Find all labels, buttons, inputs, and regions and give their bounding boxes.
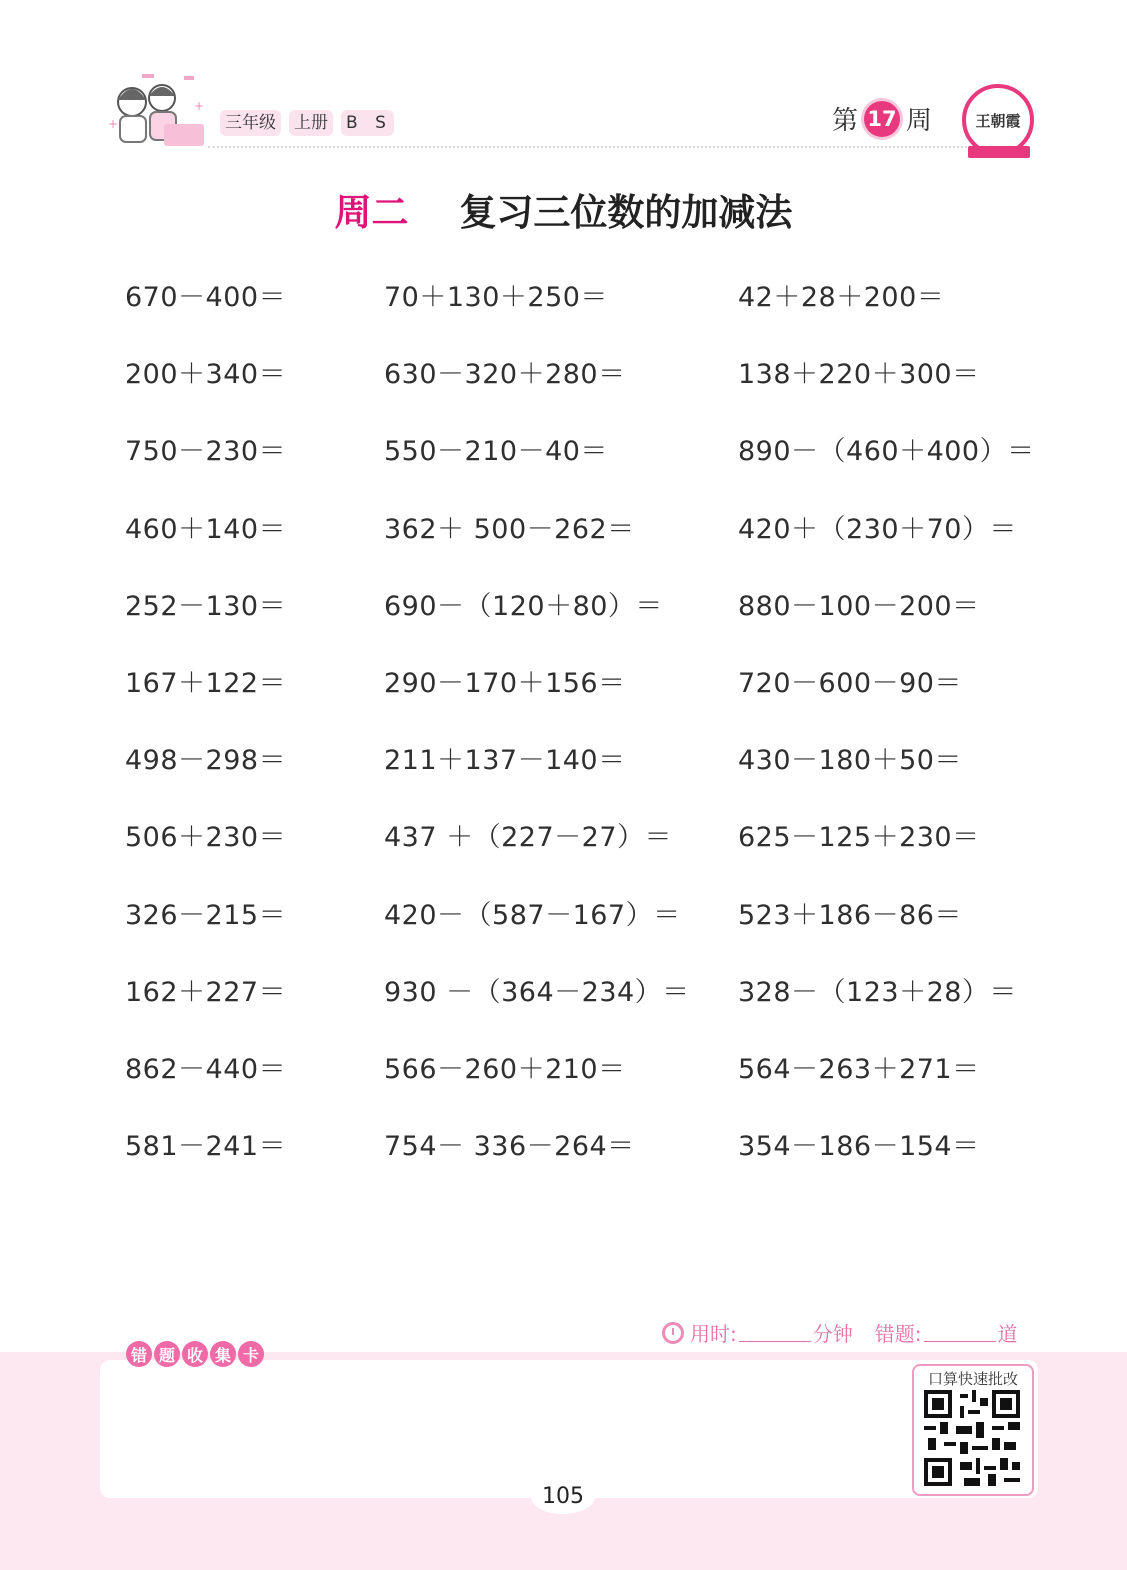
grade-tags xyxy=(220,110,394,136)
time-blank xyxy=(739,1323,811,1342)
title-topic: 复习三位数的加减法 xyxy=(459,191,793,234)
problem-item: 625－125＋230＝ xyxy=(738,822,980,854)
problem-item: 720－600－90＝ xyxy=(738,667,962,699)
errors-label: 错题: xyxy=(874,1322,922,1346)
qr-code-icon[interactable] xyxy=(924,1390,1020,1486)
qr-block xyxy=(912,1364,1034,1496)
time-and-errors-row xyxy=(662,1318,1018,1347)
page-title xyxy=(0,182,1127,236)
problem-column-3 xyxy=(738,280,1035,1206)
brand-name: 王朝霞 xyxy=(975,111,1021,130)
problem-item: 862－440＝ xyxy=(125,1053,287,1085)
problem-item: 880－100－200＝ xyxy=(738,590,980,622)
header-divider xyxy=(208,146,1027,148)
problem-item: 138＋220＋300＝ xyxy=(738,359,980,391)
problem-item: 523＋186－86＝ xyxy=(738,899,962,931)
week-suffix: 周 xyxy=(906,106,933,136)
svg-text:+: + xyxy=(194,99,205,113)
brand-ribbon xyxy=(968,146,1030,158)
collect-char: 集 xyxy=(210,1341,236,1367)
problem-item: 754－ 336－264＝ xyxy=(384,1131,635,1163)
problem-item: 328－（123＋28）＝ xyxy=(738,976,1017,1008)
problem-item: 498－298＝ xyxy=(125,745,287,777)
problem-item: 460＋140＝ xyxy=(125,513,287,545)
problem-item: 506＋230＝ xyxy=(125,822,287,854)
children-illustration xyxy=(104,70,208,156)
problem-item: 354－186－154＝ xyxy=(738,1131,980,1163)
collect-char: 收 xyxy=(182,1341,208,1367)
problem-item: 420－（587－167）＝ xyxy=(384,899,681,931)
problem-item: 564－263＋271＝ xyxy=(738,1053,980,1085)
edition-tag: B S xyxy=(341,110,394,136)
problem-item: 200＋340＝ xyxy=(125,359,287,391)
week-number-badge: 17 xyxy=(864,101,900,137)
mistake-collection-card xyxy=(100,1360,1038,1498)
problem-item: 566－260＋210＝ xyxy=(384,1053,626,1085)
problem-item: 290－170＋156＝ xyxy=(384,667,626,699)
problem-item: 690－（120＋80）＝ xyxy=(384,590,663,622)
problem-item: 162＋227＝ xyxy=(125,976,287,1008)
problem-item: 70＋130＋250＝ xyxy=(384,282,608,313)
time-unit: 分钟 xyxy=(812,1322,853,1346)
brand-logo xyxy=(958,76,1034,162)
problem-item: 930 －（364－234）＝ xyxy=(384,976,690,1008)
errors-blank xyxy=(924,1323,996,1342)
problem-item: 750－230＝ xyxy=(125,436,287,468)
week-label xyxy=(832,100,932,137)
mistake-collection-label xyxy=(126,1341,264,1367)
volume-tag: 上册 xyxy=(289,110,333,136)
collect-char: 题 xyxy=(154,1341,180,1367)
errors-unit: 道 xyxy=(997,1322,1018,1346)
problem-item: 630－320＋280＝ xyxy=(384,359,626,391)
problem-item: 211＋137－140＝ xyxy=(384,745,626,777)
qr-caption: 口算快速批改 xyxy=(927,1370,1018,1388)
problem-column-2 xyxy=(384,280,690,1206)
grade-tag: 三年级 xyxy=(220,110,281,136)
problem-item: 252－130＝ xyxy=(125,590,287,622)
problem-item: 326－215＝ xyxy=(125,899,287,931)
week-prefix: 第 xyxy=(832,106,859,136)
problem-item: 167＋122＝ xyxy=(125,667,287,699)
problem-item: 42＋28＋200＝ xyxy=(738,282,945,313)
problem-item: 420＋（230＋70）＝ xyxy=(738,513,1017,545)
collect-char: 卡 xyxy=(238,1341,264,1367)
problem-column-1 xyxy=(125,280,286,1206)
svg-text:+: + xyxy=(108,117,119,131)
problem-item: 550－210－40＝ xyxy=(384,436,608,468)
stopwatch-icon xyxy=(662,1322,684,1344)
time-label: 用时: xyxy=(690,1322,737,1346)
collect-char: 错 xyxy=(126,1341,152,1367)
problem-item: 581－241＝ xyxy=(125,1131,287,1163)
problem-item: 430－180＋50＝ xyxy=(738,745,962,777)
problem-item: 890－（460＋400）＝ xyxy=(738,436,1035,468)
problem-item: 437 ＋（227－27）＝ xyxy=(384,822,673,854)
page-number: 105 xyxy=(531,1480,595,1514)
problem-item: 362＋ 500－262＝ xyxy=(384,513,635,545)
title-day: 周二 xyxy=(334,191,409,234)
problem-item: 670－400＝ xyxy=(125,282,287,313)
